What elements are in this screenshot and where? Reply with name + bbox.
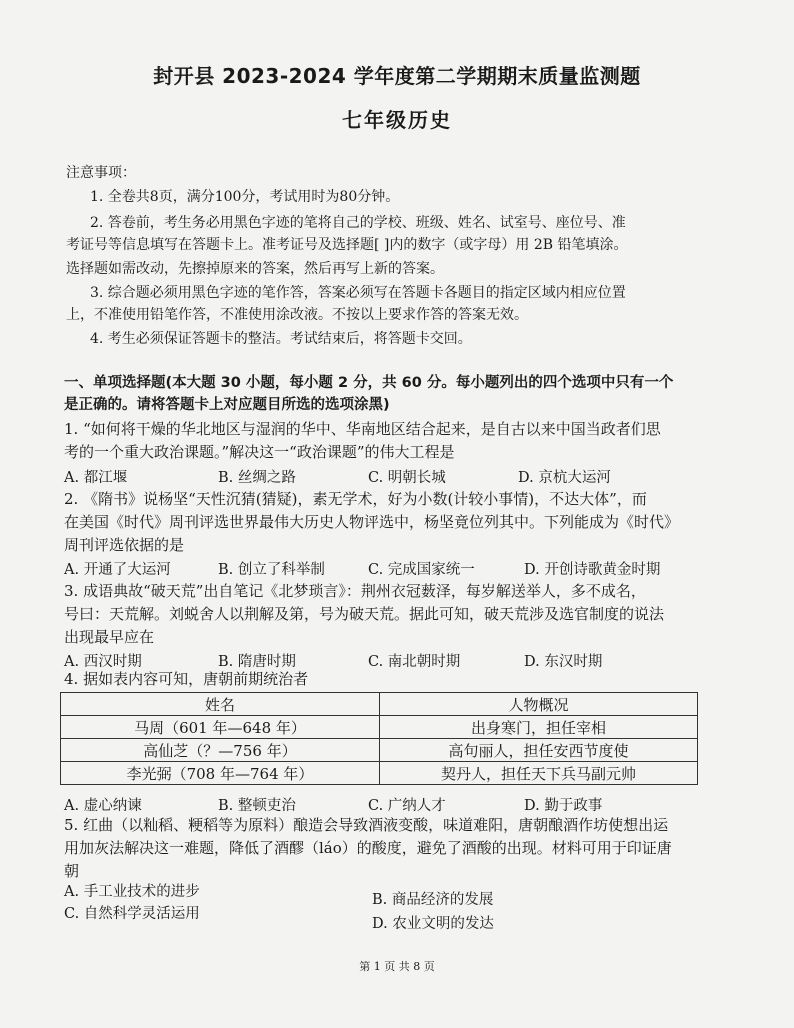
notes-heading: 注意事项： [66, 165, 136, 181]
q2-option-a: A. 开通了大运河 [64, 562, 171, 578]
question-2 [64, 488, 710, 557]
q5-option-a: A. 手工业技术的进步 [64, 884, 200, 900]
q3-option-b: B. 隋唐时期 [218, 654, 296, 670]
q4-option-a: A. 虚心纳谏 [64, 798, 142, 814]
table-cell: 马周（601 年—648 年） [61, 716, 380, 739]
question-1 [64, 418, 710, 464]
note-4: 4. 考生必须保证答题卡的整洁。考试结束后，将答题卡交回。 [90, 331, 472, 347]
question-3 [64, 580, 710, 649]
note-3-line-2: 上，不准使用铅笔作答，不准使用涂改液。不按以上要求作答的答案无效。 [66, 307, 528, 323]
table-cell: 高句丽人，担任安西节度使 [380, 739, 698, 762]
note-2-line-1: 2. 答卷前，考生务必用黑色字迹的笔将自己的学校、班级、姓名、试室号、座位号、准 [90, 215, 626, 231]
q4-option-b: B. 整顿吏治 [218, 798, 296, 814]
table-header-name: 姓名 [61, 693, 380, 716]
note-2-line-2: 考证号等信息填写在答题卡上。准考证号及选择题[ ]内的数字（或字母）用 2B 铅笔填涂。 [66, 237, 628, 253]
q2-option-d: D. 开创诗歌黄金时期 [524, 562, 661, 578]
note-3-line-1: 3. 综合题必须用黑色字迹的笔作答，答案必须写在答题卡各题目的指定区域内相应位置 [90, 285, 626, 301]
question-2-line-3: 周刊评选依据的是 [64, 536, 185, 554]
q4-option-c: C. 广纳人才 [368, 798, 446, 814]
q3-option-c: C. 南北朝时期 [368, 654, 461, 670]
table-row [61, 716, 698, 739]
table-cell: 高仙芝（？—756 年） [61, 739, 380, 762]
question-4-table [60, 692, 698, 785]
table-header-row [61, 693, 698, 716]
table-row [61, 739, 698, 762]
question-5-line-2: 用加灰法解决这一难题，降低了酒醪（láo）的酸度，避免了酒酸的出现。材料可用于印证唐 [64, 839, 672, 857]
q5-option-d: D. 农业文明的发达 [372, 916, 494, 932]
question-3-line-2: 号曰：天荒解。刘蜕舍人以荆解及第，号为破天荒。据此可知，破天荒涉及选官制度的说法 [64, 605, 665, 623]
question-4-line-1: 4. 据如表内容可知，唐朝前期统治者 [64, 670, 309, 688]
question-3-line-3: 出现最早应在 [64, 628, 155, 646]
q1-option-b: B. 丝绸之路 [218, 470, 296, 486]
question-5-line-3: 朝 [64, 862, 80, 880]
q2-option-b: B. 创立了科举制 [218, 562, 325, 578]
table-cell: 契丹人，担任天下兵马副元帅 [380, 762, 698, 785]
section-1-line-2: 是正确的。请将答题卡上对应题目所选的选项涂黑) [64, 397, 390, 413]
table-cell: 出身寒门，担任宰相 [380, 716, 698, 739]
question-1-line-2: 考的一个重大政治课题。”解决这一“政治课题”的伟大工程是 [64, 443, 455, 461]
exam-subtitle: 七年级历史 [342, 108, 452, 132]
question-3-line-1: 3. 成语典故“破天荒”出自笔记《北梦琐言》：荆州衣冠薮泽，每岁解送举人，多不成名， [64, 582, 646, 600]
question-5-line-1: 5. 红曲（以籼稻、粳稻等为原料）酿造会导致酒液变酸，味道难阳，唐朝酿酒作坊使想出运 [64, 816, 669, 834]
question-2-line-2: 在美国《时代》周刊评选世界最伟大历史人物评选中，杨坚竟位列其中。下列能成为《时代》 [64, 513, 680, 531]
table-cell: 李光弼（708 年—764 年） [61, 762, 380, 785]
page-footer: 第 1 页 共 8 页 [359, 960, 435, 973]
q5-option-c: C. 自然科学灵活运用 [64, 906, 200, 922]
q3-option-d: D. 东汉时期 [524, 654, 603, 670]
exam-title: 封开县 2023-2024 学年度第二学期期末质量监测题 [153, 64, 641, 88]
table-row [61, 762, 698, 785]
table-header-profile: 人物概况 [380, 693, 698, 716]
q1-option-a: A. 都江堰 [64, 470, 128, 486]
q5-option-b: B. 商品经济的发展 [372, 892, 494, 908]
question-4 [64, 668, 710, 691]
q4-option-d: D. 勤于政事 [524, 798, 603, 814]
q1-option-c: C. 明朝长城 [368, 470, 446, 486]
section-1-line-1: 一、单项选择题(本大题 30 小题，每小题 2 分，共 60 分。每小题列出的四个选项中只有一个 [64, 375, 674, 391]
q2-option-c: C. 完成国家统一 [368, 562, 475, 578]
question-2-line-1: 2. 《隋书》说杨坚“天性沉猜(猜疑)，素无学术，好为小数(计较小事情)，不达大体”，而 [64, 490, 647, 508]
section-1-heading [64, 372, 704, 416]
question-5 [64, 814, 710, 883]
question-1-line-1: 1. “如何将干燥的华北地区与湿润的华中、华南地区结合起来，是自古以来中国当政者们思 [64, 420, 661, 438]
note-1: 1. 全卷共8页，满分100分，考试用时为80分钟。 [90, 189, 400, 205]
q3-option-a: A. 西汉时期 [64, 654, 142, 670]
note-2-line-3: 选择题如需改动，先擦掉原来的答案，然后再写上新的答案。 [66, 261, 444, 277]
q1-option-d: D. 京杭大运河 [518, 470, 611, 486]
